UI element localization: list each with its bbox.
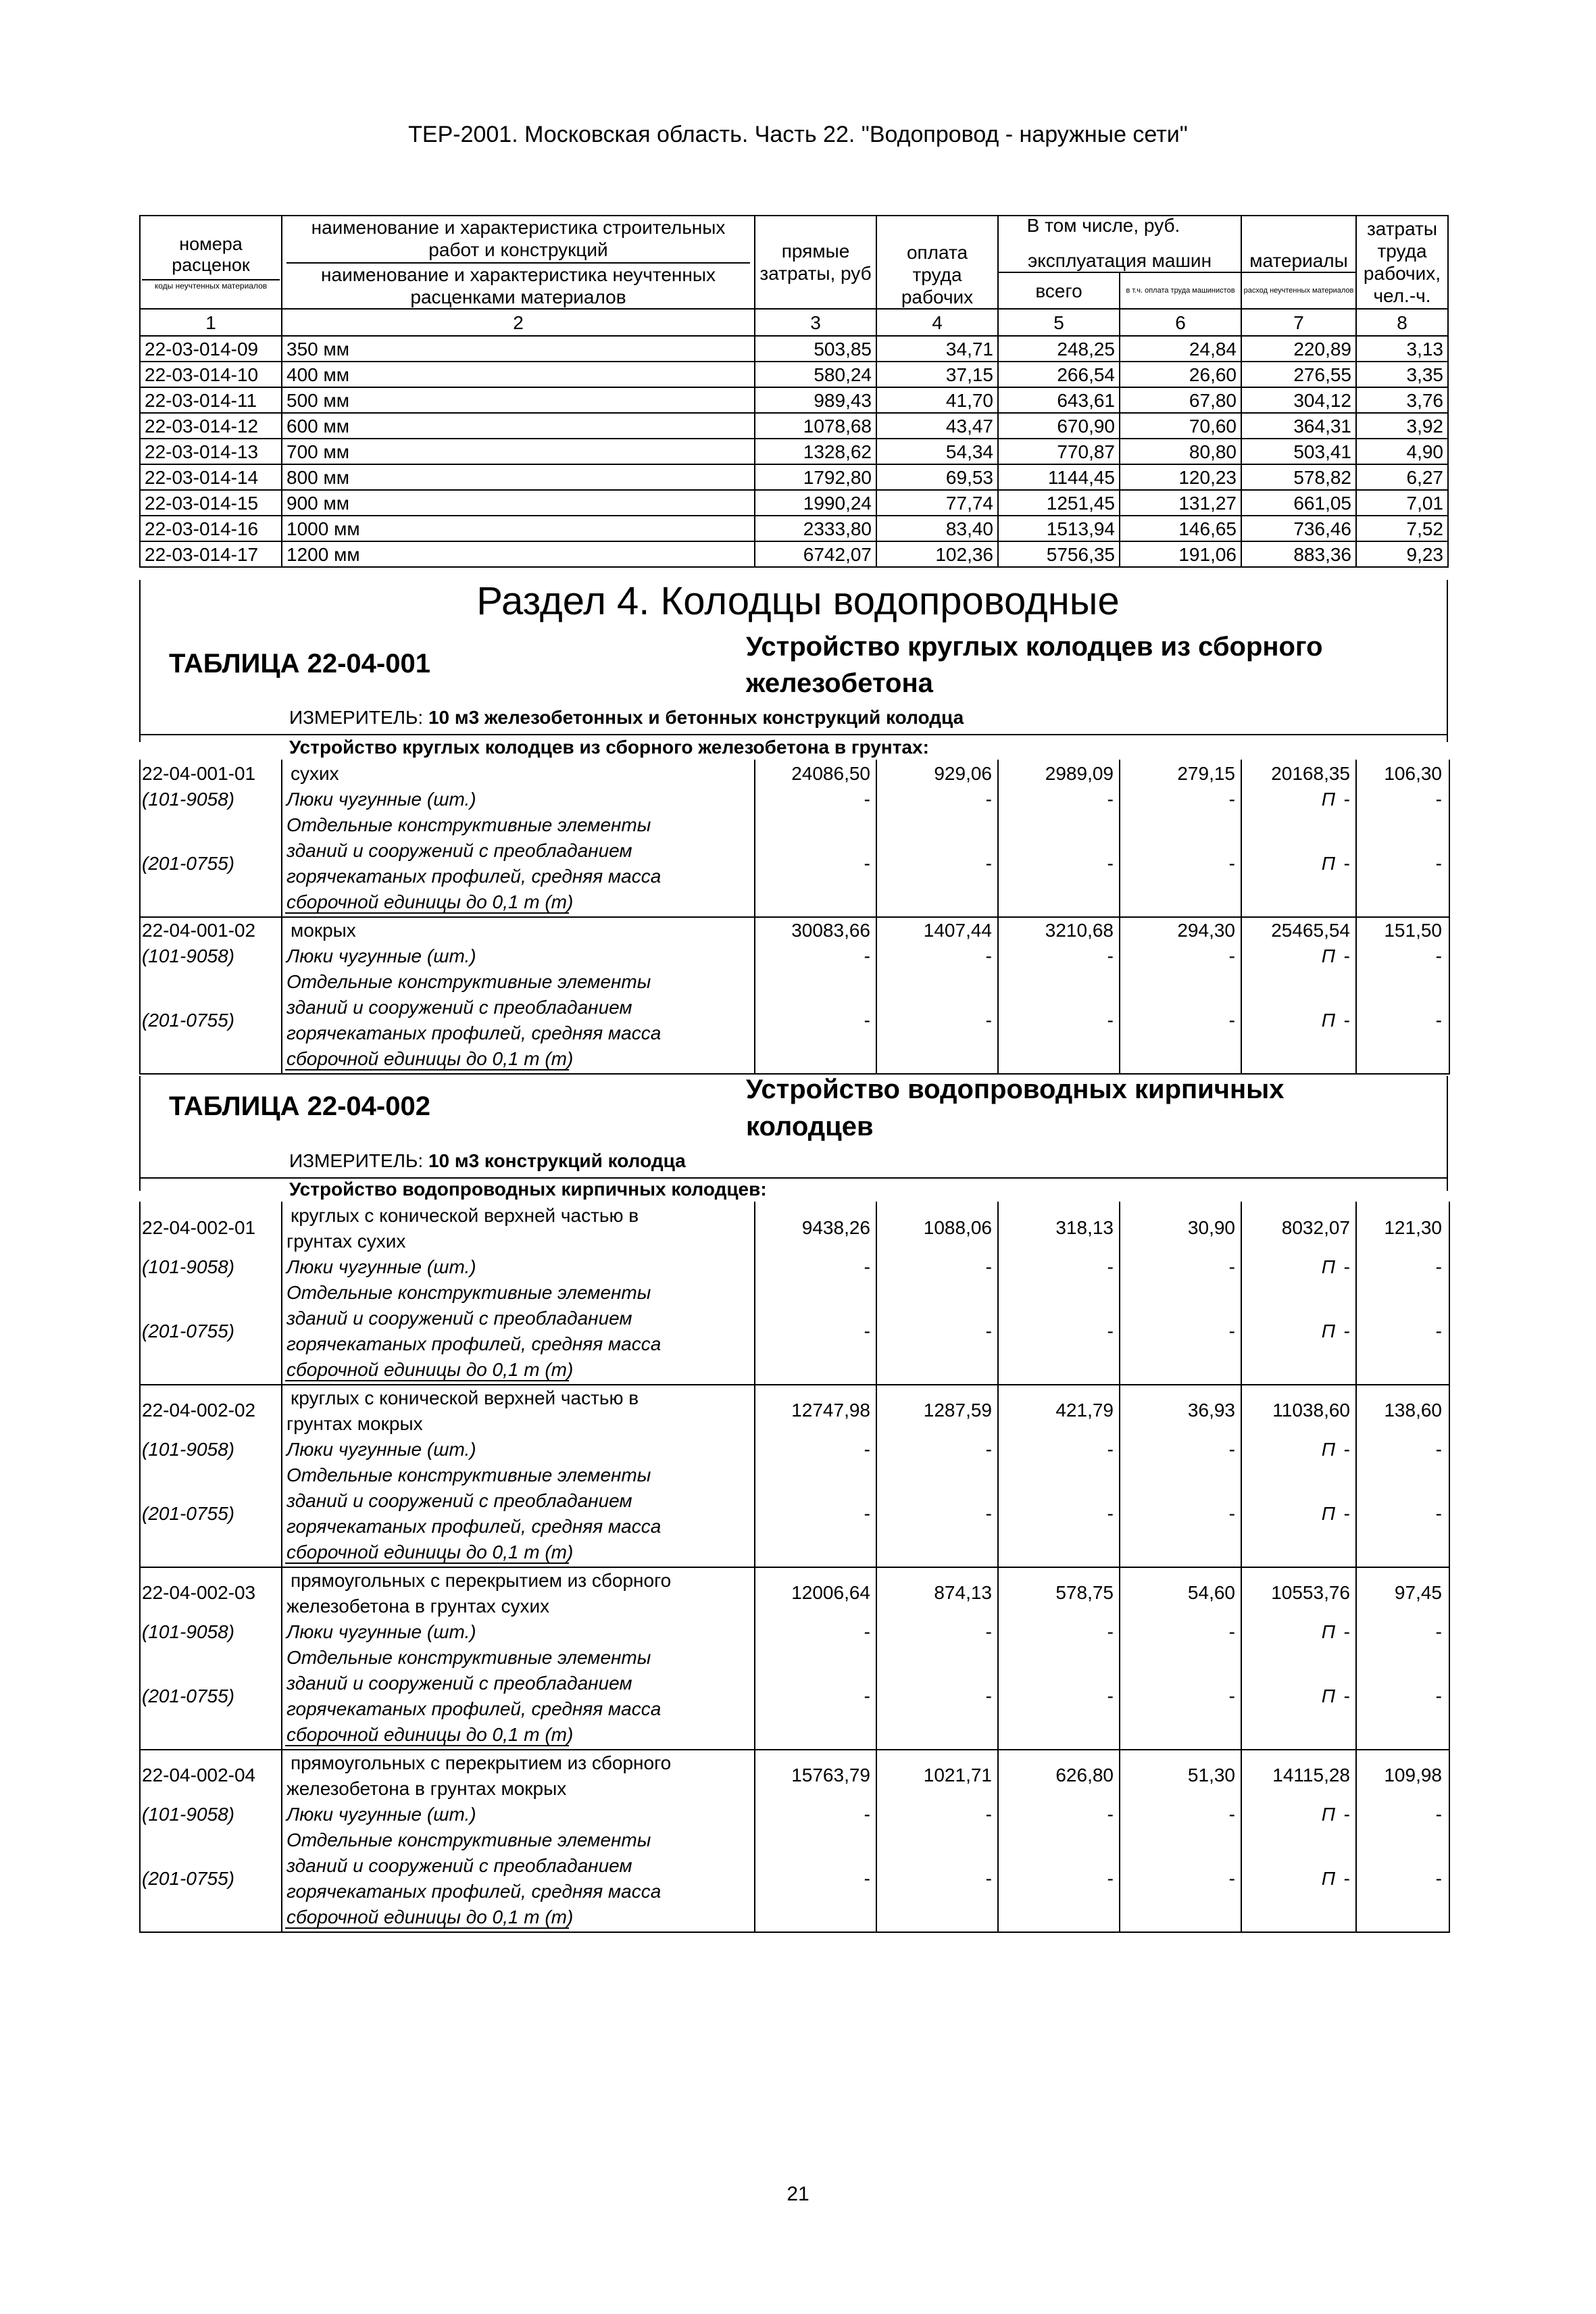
table1-subtitle: Устройство круглых колодцев из сборного железобетона в грунтах: xyxy=(289,737,929,758)
rate-value: 6,27 xyxy=(1356,464,1448,490)
rate-value: 191,06 xyxy=(1120,541,1241,567)
material-name: Люки чугунные (шт.) xyxy=(286,1256,476,1277)
column-number-6: 6 xyxy=(1120,309,1241,336)
dash-value: - xyxy=(1343,945,1350,966)
rate-value: 15763,79 xyxy=(791,1765,870,1786)
rate-value: 10553,76 xyxy=(1271,1582,1350,1603)
rate-code: 22-03-014-09 xyxy=(140,336,282,362)
rate-value: 1021,71 xyxy=(923,1765,992,1786)
material-line: Отдельные конструктивные элементы xyxy=(286,971,651,992)
column-number-7: 7 xyxy=(1241,309,1356,336)
material-line: зданий и сооружений с преобладанием xyxy=(286,1308,632,1329)
dash-value: - xyxy=(1343,1868,1350,1889)
dash-value: - xyxy=(1228,853,1235,874)
rate-value: 3210,68 xyxy=(1045,920,1114,941)
rate-value: 54,34 xyxy=(876,439,998,464)
dash-value: - xyxy=(1228,1256,1235,1277)
in-total-label: В том числе, руб. xyxy=(1026,215,1180,236)
p-mark: П xyxy=(1321,1621,1335,1642)
rate-value: 5756,35 xyxy=(998,541,1120,567)
rate-value: 30083,66 xyxy=(791,920,870,941)
material-name: Люки чугунные (шт.) xyxy=(286,945,476,966)
rate-name: круглых с конической верхней частью в xyxy=(291,1205,639,1226)
rate-value: 43,47 xyxy=(876,413,998,439)
dash-value: - xyxy=(1435,853,1442,874)
material-code: (101-9058) xyxy=(142,1256,234,1277)
dash-value: - xyxy=(864,1804,870,1825)
material-line: Отдельные конструктивные элементы xyxy=(286,1282,651,1303)
col-labor-hours-header: затраты труда рабочих, чел.-ч. xyxy=(1356,216,1448,309)
p-mark: П xyxy=(1321,1010,1335,1031)
rate-value: 580,24 xyxy=(755,362,876,387)
dash-value: - xyxy=(1228,1439,1235,1460)
dash-value: - xyxy=(1107,1621,1114,1642)
rate-code: 22-03-014-14 xyxy=(140,464,282,490)
table-row xyxy=(140,362,1448,387)
rate-value: 294,30 xyxy=(1177,920,1235,941)
rate-value: 151,50 xyxy=(1384,920,1442,941)
rate-value: 102,36 xyxy=(876,541,998,567)
rate-value: 67,80 xyxy=(1120,387,1241,413)
dash-value: - xyxy=(864,1010,870,1031)
rate-value: 2333,80 xyxy=(755,516,876,541)
dash-value: - xyxy=(1228,1685,1235,1706)
rate-value: 989,43 xyxy=(755,387,876,413)
rate-value: 661,05 xyxy=(1241,490,1356,516)
material-code: (201-0755) xyxy=(142,1503,234,1524)
rate-value: 1144,45 xyxy=(998,464,1120,490)
rate-value: 220,89 xyxy=(1241,336,1356,362)
rate-value: 1792,80 xyxy=(755,464,876,490)
material-line: сборочной единицы до 0,1 т (т) xyxy=(286,1906,574,1927)
dash-value: - xyxy=(864,1321,870,1341)
dash-value: - xyxy=(985,945,992,966)
rate-value: 109,98 xyxy=(1384,1765,1442,1786)
rate-value: 1078,68 xyxy=(755,413,876,439)
dash-value: - xyxy=(1107,1804,1114,1825)
rate-value: 51,30 xyxy=(1187,1765,1235,1786)
column-number-5: 5 xyxy=(998,309,1120,336)
table-row xyxy=(140,413,1448,439)
rate-value: 11038,60 xyxy=(1272,1400,1350,1421)
rate-value: 120,23 xyxy=(1120,464,1241,490)
material-name: Люки чугунные (шт.) xyxy=(286,1439,476,1460)
table1-desc-1: Устройство круглых колодцев из сборного xyxy=(746,632,1323,662)
material-code: (101-9058) xyxy=(142,1804,234,1825)
p-mark: П xyxy=(1321,1685,1335,1706)
rate-value: 54,60 xyxy=(1187,1582,1235,1603)
dash-value: - xyxy=(1107,1010,1114,1031)
rate-value: 503,41 xyxy=(1241,439,1356,464)
dash-value: - xyxy=(985,1439,992,1460)
rate-value: 643,61 xyxy=(998,387,1120,413)
dash-value: - xyxy=(1343,1321,1350,1341)
dash-value: - xyxy=(1435,1503,1442,1524)
rate-value: 26,60 xyxy=(1120,362,1241,387)
material-line: Отдельные конструктивные элементы xyxy=(286,1647,651,1668)
dash-value: - xyxy=(864,1256,870,1277)
rate-code: 22-04-001-01 xyxy=(142,763,256,784)
rate-name: грунтах мокрых xyxy=(286,1413,423,1434)
table1-title: ТАБЛИЦА 22-04-001 xyxy=(169,649,430,679)
rate-code: 22-03-014-15 xyxy=(140,490,282,516)
dash-value: - xyxy=(985,1868,992,1889)
dash-value: - xyxy=(1343,789,1350,810)
material-line: зданий и сооружений с преобладанием xyxy=(286,1490,632,1511)
rate-name: 1000 мм xyxy=(282,516,755,541)
rate-name: 600 мм xyxy=(282,413,755,439)
material-line: сборочной единицы до 0,1 т (т) xyxy=(286,1542,574,1562)
rate-value: 279,15 xyxy=(1177,763,1235,784)
rate-value: 1088,06 xyxy=(923,1217,992,1238)
col-name-header: наименование и характеристика строительных работ и конструкций наименование и характеристика неучтенных расценками материалов xyxy=(282,216,755,309)
rate-value: 248,25 xyxy=(998,336,1120,362)
dash-value: - xyxy=(1107,1685,1114,1706)
table-row xyxy=(140,464,1448,490)
rate-value: 736,46 xyxy=(1241,516,1356,541)
rate-name: прямоугольных с перекрытием из сборного xyxy=(291,1752,672,1773)
rate-name: 1200 мм xyxy=(282,541,755,567)
table1-measure: ИЗМЕРИТЕЛЬ: 10 м3 железобетонных и бетонных конструкций колодца xyxy=(289,707,964,728)
dash-value: - xyxy=(1435,1868,1442,1889)
rate-value: 24,84 xyxy=(1120,336,1241,362)
p-mark: П xyxy=(1321,1503,1335,1524)
p-mark: П xyxy=(1321,789,1335,810)
dash-value: - xyxy=(1107,789,1114,810)
dash-value: - xyxy=(1435,1804,1442,1825)
rate-value: 121,30 xyxy=(1384,1217,1442,1238)
dash-value: - xyxy=(1228,1868,1235,1889)
rate-value: 36,93 xyxy=(1187,1400,1235,1421)
rate-value: 670,90 xyxy=(998,413,1120,439)
dash-value: - xyxy=(1107,945,1114,966)
dash-value: - xyxy=(1435,1621,1442,1642)
rate-value: 770,87 xyxy=(998,439,1120,464)
rate-code: 22-03-014-10 xyxy=(140,362,282,387)
rate-code: 22-04-001-02 xyxy=(142,920,256,941)
material-code: (101-9058) xyxy=(142,945,234,966)
rate-value: 97,45 xyxy=(1394,1582,1442,1603)
dash-value: - xyxy=(1435,1256,1442,1277)
material-line: горячекатаных профилей, средняя масса xyxy=(286,1881,662,1902)
material-code: (201-0755) xyxy=(142,1868,234,1889)
material-line: горячекатаных профилей, средняя масса xyxy=(286,1698,662,1719)
rate-code: 22-03-014-13 xyxy=(140,439,282,464)
dash-value: - xyxy=(864,1439,870,1460)
rate-value: 131,27 xyxy=(1120,490,1241,516)
dash-value: - xyxy=(1107,1256,1114,1277)
rate-value: 9,23 xyxy=(1356,541,1448,567)
rate-value: 3,35 xyxy=(1356,362,1448,387)
rate-value: 106,30 xyxy=(1384,763,1442,784)
table-row xyxy=(140,387,1448,413)
rate-value: 37,15 xyxy=(876,362,998,387)
col-codes-header: номера расценок коды неучтенных материалов xyxy=(140,216,282,309)
material-line: Отдельные конструктивные элементы xyxy=(286,1464,651,1485)
col-labor-pay-header: оплата труда рабочих xyxy=(876,216,998,309)
dash-value: - xyxy=(985,1010,992,1031)
material-name: Люки чугунные (шт.) xyxy=(286,1621,476,1642)
rate-value: 276,55 xyxy=(1241,362,1356,387)
dash-value: - xyxy=(1435,1685,1442,1706)
table-row xyxy=(140,490,1448,516)
rate-value: 77,74 xyxy=(876,490,998,516)
rate-code: 22-03-014-12 xyxy=(140,413,282,439)
dash-value: - xyxy=(1435,1010,1442,1031)
dash-value: - xyxy=(1228,789,1235,810)
rate-value: 503,85 xyxy=(755,336,876,362)
dash-value: - xyxy=(1107,1439,1114,1460)
rate-value: 626,80 xyxy=(1055,1765,1114,1786)
dash-value: - xyxy=(1228,1321,1235,1341)
table-row xyxy=(140,336,1448,362)
dash-value: - xyxy=(1343,1439,1350,1460)
rate-name: 350 мм xyxy=(282,336,755,362)
rate-code: 22-03-014-11 xyxy=(140,387,282,413)
dash-value: - xyxy=(1228,1621,1235,1642)
table-row xyxy=(140,439,1448,464)
material-line: сборочной единицы до 0,1 т (т) xyxy=(286,1724,574,1745)
dash-value: - xyxy=(985,1321,992,1341)
rate-value: 83,40 xyxy=(876,516,998,541)
rate-value: 8032,07 xyxy=(1281,1217,1350,1238)
dash-value: - xyxy=(864,1621,870,1642)
dash-value: - xyxy=(1228,1010,1235,1031)
rate-value: 3,13 xyxy=(1356,336,1448,362)
dash-value: - xyxy=(1343,853,1350,874)
p-mark: П xyxy=(1321,945,1335,966)
table2-title: ТАБЛИЦА 22-04-002 xyxy=(169,1091,430,1121)
material-code: (201-0755) xyxy=(142,853,234,874)
rate-value: 6742,07 xyxy=(755,541,876,567)
rate-name: 400 мм xyxy=(282,362,755,387)
material-line: сборочной единицы до 0,1 т (т) xyxy=(286,891,574,912)
material-code: (201-0755) xyxy=(142,1010,234,1031)
page-number: 21 xyxy=(787,2183,809,2205)
dash-value: - xyxy=(985,1804,992,1825)
rate-name: железобетона в грунтах мокрых xyxy=(286,1778,567,1799)
rate-value: 929,06 xyxy=(934,763,992,784)
rate-value: 578,75 xyxy=(1055,1582,1114,1603)
rate-name: сухих xyxy=(291,763,339,784)
rate-code: 22-04-002-02 xyxy=(142,1400,256,1421)
rate-name: 800 мм xyxy=(282,464,755,490)
rate-value: 304,12 xyxy=(1241,387,1356,413)
material-line: Отдельные конструктивные элементы xyxy=(286,814,651,835)
rate-value: 41,70 xyxy=(876,387,998,413)
dash-value: - xyxy=(1343,1503,1350,1524)
rate-value: 3,92 xyxy=(1356,413,1448,439)
rate-value: 25465,54 xyxy=(1271,920,1350,941)
section-title: Раздел 4. Колодцы водопроводные xyxy=(476,579,1120,623)
dash-value: - xyxy=(864,1503,870,1524)
rate-name: 500 мм xyxy=(282,387,755,413)
table2-subtitle: Устройство водопроводных кирпичных колодцев: xyxy=(289,1179,767,1200)
material-code: (201-0755) xyxy=(142,1685,234,1706)
rate-code: 22-04-002-01 xyxy=(142,1217,256,1238)
material-name: Люки чугунные (шт.) xyxy=(286,1804,476,1825)
rate-value: 34,71 xyxy=(876,336,998,362)
p-mark: П xyxy=(1321,1804,1335,1825)
table2-desc-2: колодцев xyxy=(746,1112,874,1141)
rate-value: 318,13 xyxy=(1055,1217,1114,1238)
rate-code: 22-03-014-17 xyxy=(140,541,282,567)
material-code: (101-9058) xyxy=(142,789,234,810)
col-direct-costs-header: прямые затраты, руб xyxy=(755,216,876,309)
material-line: сборочной единицы до 0,1 т (т) xyxy=(286,1048,574,1069)
rate-value: 24086,50 xyxy=(791,763,870,784)
dash-value: - xyxy=(1435,945,1442,966)
rate-value: 883,36 xyxy=(1241,541,1356,567)
material-code: (201-0755) xyxy=(142,1321,234,1341)
table1-desc-2: железобетона xyxy=(746,668,933,698)
dash-value: - xyxy=(985,1503,992,1524)
rate-name: 700 мм xyxy=(282,439,755,464)
rate-value: 2989,09 xyxy=(1045,763,1114,784)
material-code: (101-9058) xyxy=(142,1621,234,1642)
rate-value: 364,31 xyxy=(1241,413,1356,439)
rate-value: 30,90 xyxy=(1187,1217,1235,1238)
dash-value: - xyxy=(985,1685,992,1706)
rate-name: 900 мм xyxy=(282,490,755,516)
material-line: горячекатаных профилей, средняя масса xyxy=(286,866,662,887)
dash-value: - xyxy=(1343,1621,1350,1642)
rate-value: 266,54 xyxy=(998,362,1120,387)
rate-value: 12747,98 xyxy=(791,1400,870,1421)
rate-value: 1407,44 xyxy=(923,920,992,941)
rate-value: 578,82 xyxy=(1241,464,1356,490)
material-line: зданий и сооружений с преобладанием xyxy=(286,840,632,861)
p-mark: П xyxy=(1321,1256,1335,1277)
top-rate-table xyxy=(139,215,1449,568)
dash-value: - xyxy=(1435,1439,1442,1460)
rate-value: 874,13 xyxy=(934,1582,992,1603)
rate-value: 3,76 xyxy=(1356,387,1448,413)
rate-name: круглых с конической верхней частью в xyxy=(291,1387,639,1408)
table-row xyxy=(140,516,1448,541)
rate-value: 4,90 xyxy=(1356,439,1448,464)
p-mark: П xyxy=(1321,1321,1335,1341)
dash-value: - xyxy=(985,789,992,810)
rate-name: прямоугольных с перекрытием из сборного xyxy=(291,1570,672,1591)
rate-code: 22-03-014-16 xyxy=(140,516,282,541)
col-materials-header: материалы расход неучтенных материалов xyxy=(1241,216,1356,309)
rate-code: 22-04-002-03 xyxy=(142,1582,256,1603)
material-line: зданий и сооружений с преобладанием xyxy=(286,1673,632,1694)
rate-value: 69,53 xyxy=(876,464,998,490)
dash-value: - xyxy=(1228,1503,1235,1524)
rate-value: 1287,59 xyxy=(923,1400,992,1421)
rate-value: 7,01 xyxy=(1356,490,1448,516)
material-line: горячекатаных профилей, средняя масса xyxy=(286,1516,662,1537)
material-line: зданий и сооружений с преобладанием xyxy=(286,1855,632,1876)
rate-value: 138,60 xyxy=(1384,1400,1442,1421)
material-line: Отдельные конструктивные элементы xyxy=(286,1829,651,1850)
dash-value: - xyxy=(1107,853,1114,874)
p-mark: П xyxy=(1321,1868,1335,1889)
rate-value: 421,79 xyxy=(1055,1400,1114,1421)
dash-value: - xyxy=(985,853,992,874)
dash-value: - xyxy=(1343,1010,1350,1031)
dash-value: - xyxy=(1228,1804,1235,1825)
dash-value: - xyxy=(864,789,870,810)
rate-value: 14115,28 xyxy=(1272,1765,1350,1786)
rate-value: 1513,94 xyxy=(998,516,1120,541)
table-row xyxy=(140,541,1448,567)
dash-value: - xyxy=(985,1256,992,1277)
rate-value: 12006,64 xyxy=(791,1582,870,1603)
dash-value: - xyxy=(1435,789,1442,810)
dash-value: - xyxy=(1435,1321,1442,1341)
dash-value: - xyxy=(1228,945,1235,966)
rate-code: 22-04-002-04 xyxy=(142,1765,256,1786)
rate-value: 70,60 xyxy=(1120,413,1241,439)
p-mark: П xyxy=(1321,853,1335,874)
rate-value: 9438,26 xyxy=(801,1217,870,1238)
col-machines-header: эксплуатация машин всего в т.ч. оплата труда машинистов xyxy=(998,216,1241,309)
rate-name: мокрых xyxy=(291,920,356,941)
material-name: Люки чугунные (шт.) xyxy=(286,789,476,810)
dash-value: - xyxy=(1343,1804,1350,1825)
material-line: горячекатаных профилей, средняя масса xyxy=(286,1333,662,1354)
rate-name: железобетона в грунтах сухих xyxy=(286,1596,550,1617)
dash-value: - xyxy=(864,1868,870,1889)
column-number-2: 2 xyxy=(282,309,755,336)
dash-value: - xyxy=(985,1621,992,1642)
p-mark: П xyxy=(1321,1439,1335,1460)
material-line: горячекатаных профилей, средняя масса xyxy=(286,1023,662,1043)
column-number-4: 4 xyxy=(876,309,998,336)
column-number-1: 1 xyxy=(140,309,282,336)
dash-value: - xyxy=(1343,1256,1350,1277)
rate-value: 20168,35 xyxy=(1271,763,1350,784)
material-code: (101-9058) xyxy=(142,1439,234,1460)
table2-measure: ИЗМЕРИТЕЛЬ: 10 м3 конструкций колодца xyxy=(289,1150,686,1171)
rate-value: 1328,62 xyxy=(755,439,876,464)
dash-value: - xyxy=(864,945,870,966)
rate-value: 1251,45 xyxy=(998,490,1120,516)
table2-desc-1: Устройство водопроводных кирпичных xyxy=(746,1075,1285,1104)
rate-value: 1990,24 xyxy=(755,490,876,516)
dash-value: - xyxy=(1107,1503,1114,1524)
rate-name: грунтах сухих xyxy=(286,1231,406,1252)
dash-value: - xyxy=(1107,1868,1114,1889)
dash-value: - xyxy=(864,853,870,874)
dash-value: - xyxy=(864,1685,870,1706)
material-line: сборочной единицы до 0,1 т (т) xyxy=(286,1359,574,1380)
material-line: зданий и сооружений с преобладанием xyxy=(286,997,632,1018)
rate-value: 146,65 xyxy=(1120,516,1241,541)
dash-value: - xyxy=(1343,1685,1350,1706)
page-header: ТЕР-2001. Московская область. Часть 22. "Водопровод - наружные сети" xyxy=(408,122,1188,147)
rate-value: 7,52 xyxy=(1356,516,1448,541)
column-number-8: 8 xyxy=(1356,309,1448,336)
rate-value: 80,80 xyxy=(1120,439,1241,464)
dash-value: - xyxy=(1107,1321,1114,1341)
column-number-3: 3 xyxy=(755,309,876,336)
